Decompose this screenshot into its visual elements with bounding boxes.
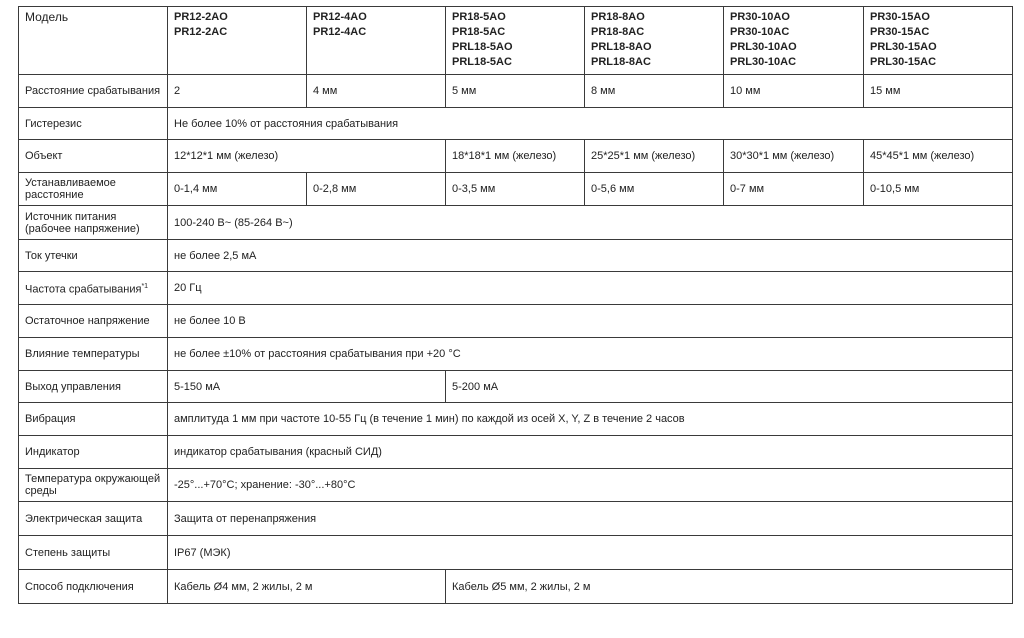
settable-label: Устанавливаемое расстояние xyxy=(19,173,168,206)
settable-value-2: 0-2,8 мм xyxy=(307,173,446,206)
model-cell-2: PR12-4AO PR12-4AC xyxy=(307,7,446,75)
indicator-row xyxy=(19,436,1013,469)
distance-value-6: 15 мм xyxy=(864,75,1013,108)
indicator-value: индикатор срабатывания (красный СИД) xyxy=(168,436,1013,469)
connection-row xyxy=(19,570,1013,604)
distance-value-4: 8 мм xyxy=(585,75,724,108)
frequency-footnote-mark: *1 xyxy=(141,282,149,290)
hysteresis-label: Гистерезис xyxy=(19,108,168,140)
distance-value-3: 5 мм xyxy=(446,75,585,108)
object-value-2: 18*18*1 мм (железо) xyxy=(446,140,585,173)
connection-value-1: Кабель Ø4 мм, 2 жилы, 2 м xyxy=(168,570,446,604)
vibration-label: Вибрация xyxy=(19,403,168,436)
power-row xyxy=(19,206,1013,240)
settable-value-4: 0-5,6 мм xyxy=(585,173,724,206)
object-label: Объект xyxy=(19,140,168,173)
frequency-label: Частота срабатывания xyxy=(25,283,142,296)
electrical-label: Электрическая защита xyxy=(19,502,168,536)
leakage-row xyxy=(19,240,1013,272)
temp-influence-value: не более ±10% от расстояния срабатывания при +20 °C xyxy=(168,338,1013,371)
object-value-5: 45*45*1 мм (железо) xyxy=(864,140,1013,173)
model-cell-3: PR18-5AO PR18-5AC PRL18-5AO PRL18-5AC xyxy=(446,7,585,75)
leakage-value: не более 2,5 мА xyxy=(168,240,1013,272)
spec-table xyxy=(18,6,1013,604)
control-output-row xyxy=(19,371,1013,403)
protection-label: Степень защиты xyxy=(19,536,168,570)
settable-row xyxy=(19,173,1013,206)
model-cell-6: PR30-15AO PR30-15AC PRL30-15AO PRL30-15AC xyxy=(864,7,1013,75)
control-output-value-2: 5-200 мА xyxy=(446,371,1013,403)
protection-row xyxy=(19,536,1013,570)
model-label: Модель xyxy=(19,7,168,75)
model-cell-5: PR30-10AO PR30-10AC PRL30-10AO PRL30-10AC xyxy=(724,7,864,75)
ambient-row xyxy=(19,469,1013,502)
connection-label: Способ подключения xyxy=(19,570,168,604)
distance-value-2: 4 мм xyxy=(307,75,446,108)
distance-row xyxy=(19,75,1013,108)
electrical-value: Защита от перенапряжения xyxy=(168,502,1013,536)
residual-label: Остаточное напряжение xyxy=(19,305,168,338)
settable-value-3: 0-3,5 мм xyxy=(446,173,585,206)
distance-label: Расстояние срабатывания xyxy=(19,75,168,108)
indicator-label: Индикатор xyxy=(19,436,168,469)
temp-influence-row xyxy=(19,338,1013,371)
power-label: Источник питания (рабочее напряжение) xyxy=(19,206,168,240)
control-output-label: Выход управления xyxy=(19,371,168,403)
model-cell-4: PR18-8AO PR18-8AC PRL18-8AO PRL18-8AC xyxy=(585,7,724,75)
hysteresis-row xyxy=(19,108,1013,140)
vibration-value: амплитуда 1 мм при частоте 10-55 Гц (в течение 1 мин) по каждой из осей X, Y, Z в течение 2 часов xyxy=(168,403,1013,436)
object-value-1: 12*12*1 мм (железо) xyxy=(168,140,446,173)
electrical-row xyxy=(19,502,1013,536)
temp-influence-label: Влияние температуры xyxy=(19,338,168,371)
residual-row xyxy=(19,305,1013,338)
object-value-3: 25*25*1 мм (железо) xyxy=(585,140,724,173)
model-cell-1: PR12-2AO PR12-2AC xyxy=(168,7,307,75)
model-row xyxy=(19,7,1013,75)
ambient-label: Температура окружающей среды xyxy=(19,469,168,502)
frequency-label-cell xyxy=(19,272,168,305)
hysteresis-value: Не более 10% от расстояния срабатывания xyxy=(168,108,1013,140)
object-row xyxy=(19,140,1013,173)
power-value: 100-240 В~ (85-264 В~) xyxy=(168,206,1013,240)
protection-value: IP67 (МЭК) xyxy=(168,536,1013,570)
settable-value-1: 0-1,4 мм xyxy=(168,173,307,206)
settable-value-6: 0-10,5 мм xyxy=(864,173,1013,206)
connection-value-2: Кабель Ø5 мм, 2 жилы, 2 м xyxy=(446,570,1013,604)
frequency-value: 20 Гц xyxy=(168,272,1013,305)
control-output-value-1: 5-150 мА xyxy=(168,371,446,403)
settable-value-5: 0-7 мм xyxy=(724,173,864,206)
distance-value-1: 2 xyxy=(168,75,307,108)
object-value-4: 30*30*1 мм (железо) xyxy=(724,140,864,173)
residual-value: не более 10 В xyxy=(168,305,1013,338)
leakage-label: Ток утечки xyxy=(19,240,168,272)
ambient-value: -25°...+70°C; хранение: -30°...+80°C xyxy=(168,469,1013,502)
distance-value-5: 10 мм xyxy=(724,75,864,108)
frequency-row xyxy=(19,272,1013,305)
vibration-row xyxy=(19,403,1013,436)
